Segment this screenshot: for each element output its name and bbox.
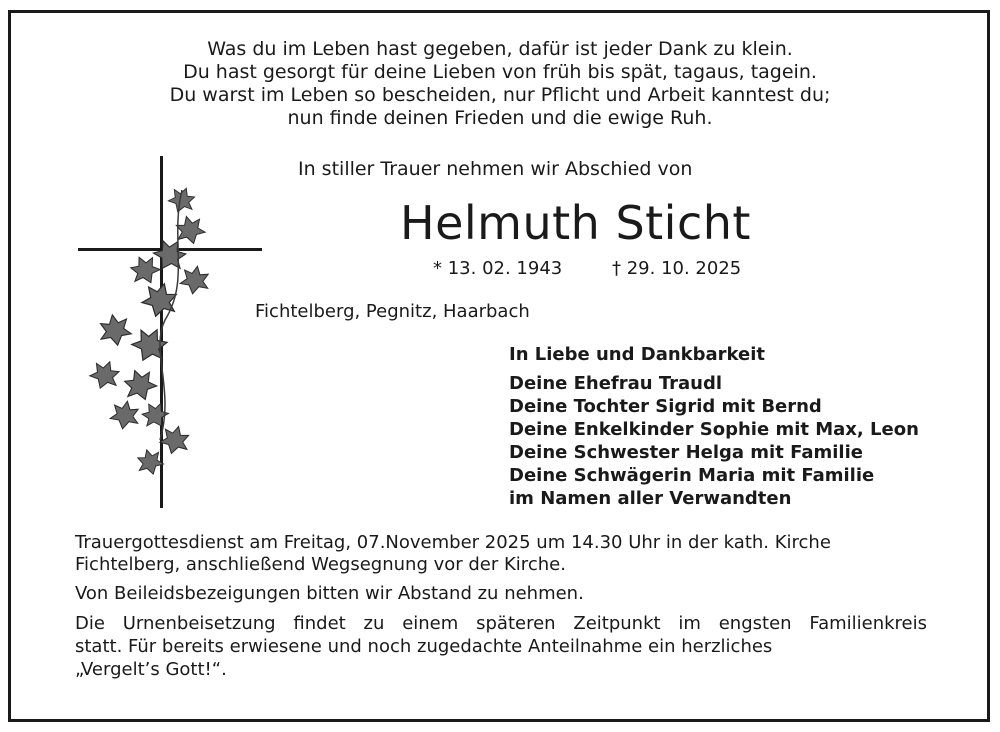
mourner-line-2: Deine Ehefrau Traudl	[509, 373, 723, 394]
urn-line-3: „Vergelt’s Gott!“.	[75, 659, 227, 680]
mourner-line-7: im Namen aller Verwandten	[509, 488, 792, 509]
mourner-line-4: Deine Enkelkinder Sophie mit Max, Leon	[509, 419, 919, 440]
service-line-2: Fichtelberg, anschließend Wegsegnung vor der Kirche.	[75, 554, 566, 575]
poem-line-2: Du hast gesorgt für deine Lieben von früh bis spät, tagaus, tagein.	[183, 61, 817, 83]
intro-text: In stiller Trauer nehmen wir Abschied von	[298, 158, 693, 180]
ivy-leaf-icon	[97, 312, 133, 348]
cross-with-ivy-icon	[70, 150, 270, 512]
ivy-leaf-icon	[87, 357, 123, 393]
ivy-leaf-icon	[166, 184, 198, 216]
deceased-name: Helmuth Sticht	[400, 196, 751, 250]
ivy-leaf-icon	[138, 398, 172, 432]
condolence-text: Von Beileidsbezeigungen bitten wir Abstand zu nehmen.	[75, 583, 584, 604]
death-date: † 29. 10. 2025	[612, 258, 742, 279]
ivy-leaf-icon	[126, 251, 163, 288]
ivy-leaf-icon	[109, 399, 141, 431]
mourner-line-1: In Liebe und Dankbarkeit	[509, 344, 766, 365]
poem-line-3: Du warst im Leben so bescheiden, nur Pflicht und Arbeit kanntest du;	[169, 84, 831, 106]
mourner-line-6: Deine Schwägerin Maria mit Familie	[509, 465, 875, 486]
ivy-leaf-icon	[179, 264, 211, 296]
poem-line-1: Was du im Leben hast gegeben, dafür ist jeder Dank zu klein.	[207, 38, 793, 60]
ivy-leaf-icon	[128, 323, 173, 368]
poem-line-4: nun finde deinen Frieden und die ewige Ruh.	[287, 107, 713, 129]
ivy-leaf-icon	[120, 365, 159, 404]
service-line-1: Trauergottesdienst am Freitag, 07.November 2025 um 14.30 Uhr in der kath. Kirche	[75, 532, 831, 553]
mourner-line-5: Deine Schwester Helga mit Familie	[509, 442, 863, 463]
birth-date: * 13. 02. 1943	[433, 258, 563, 279]
urn-line-1: Die Urnenbeisetzung findet zu einem späteren Zeitpunkt im engsten Familienkreis	[75, 613, 927, 634]
places: Fichtelberg, Pegnitz, Haarbach	[255, 301, 530, 322]
urn-line-2: statt. Für bereits erwiesene und noch zugedachte Anteilnahme ein herzliches	[75, 636, 773, 657]
mourner-line-3: Deine Tochter Sigrid mit Bernd	[509, 396, 822, 417]
